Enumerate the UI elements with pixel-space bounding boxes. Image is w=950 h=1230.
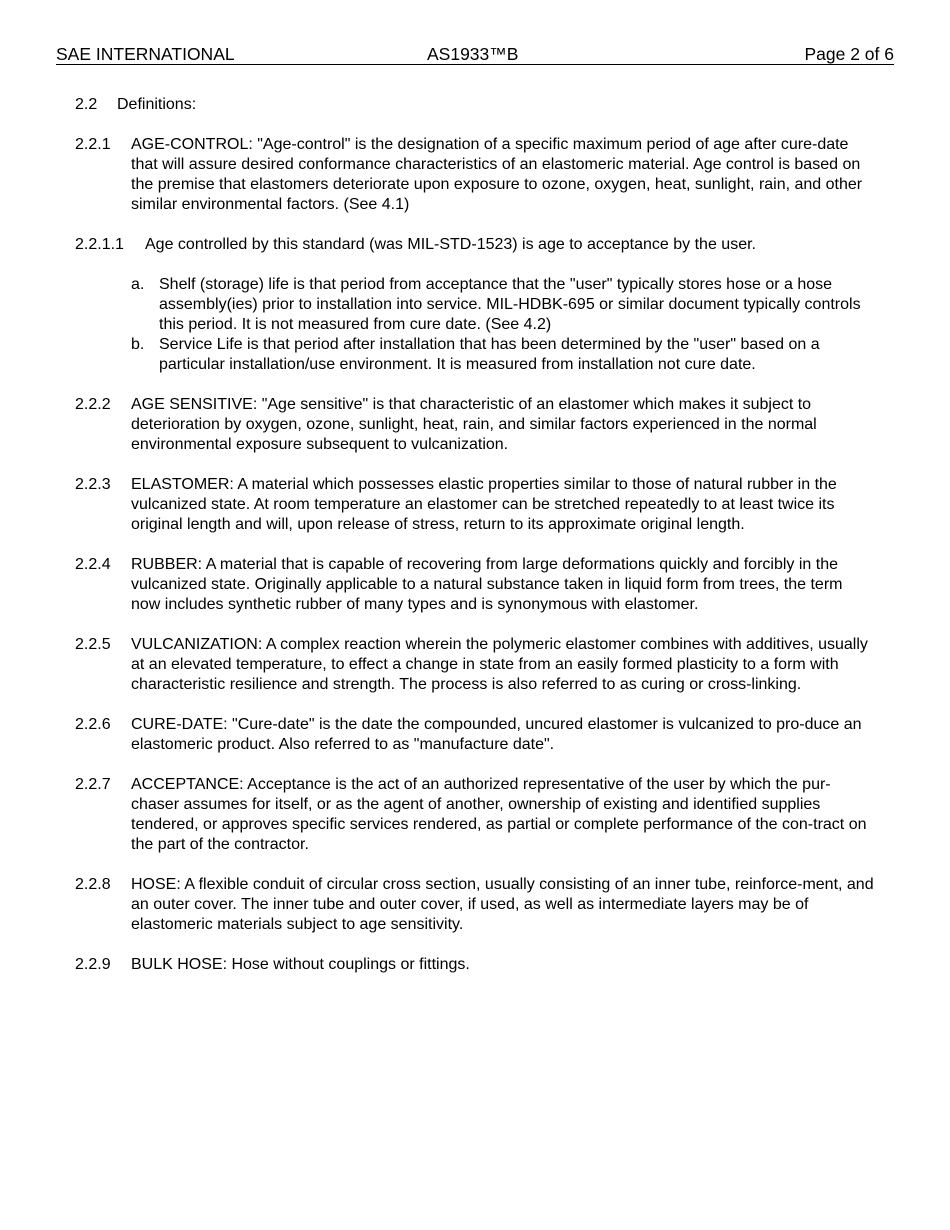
clause-number: 2.2.1.1 xyxy=(75,236,124,253)
clause-number: 2.2.5 xyxy=(75,636,111,653)
life-definitions-list xyxy=(131,275,875,375)
clause-2-2-5 xyxy=(75,635,875,695)
list-item xyxy=(131,335,875,375)
clause-number: 2.2.6 xyxy=(75,716,111,733)
clause-text: AGE SENSITIVE: "Age sensitive" is that characteristic of an elastomer which makes it subject to deterioration by oxygen, ozone, sunlight, heat, rain, and similar factors experienced in the normal environmental exposure subsequent to vulcanization. xyxy=(131,396,817,453)
clause-text: VULCANIZATION: A complex reaction wherein the polymeric elastomer combines with additives, usually at an elevated temperature, to effect a change in state from an easily formed plasticity to a form with characteristic resilience and strength. The process is also referred to as curing or cross-linking. xyxy=(131,636,868,693)
clause-text: CURE-DATE: "Cure-date" is the date the compounded, uncured elastomer is vulcanized to pro-duce an elastomeric product. Also referred to as "manufacture date". xyxy=(131,716,862,753)
clause-2-2-9 xyxy=(75,955,875,975)
clause-text: AGE-CONTROL: "Age-control" is the designation of a specific maximum period of age after cure-date that will assure desired conformance characteristics of an elastomeric material. Age control is based on the premise that elastomers deteriorate upon exposure to ozone, oxygen, heat, sunlight, rain, and other similar environmental factors. (See 4.1) xyxy=(131,136,863,213)
clause-2-2-1-1 xyxy=(75,235,875,255)
clause-2-2-2 xyxy=(75,395,875,455)
clause-text: RUBBER: A material that is capable of recovering from large deformations quickly and forcibly in the vulcanized state. Originally applicable to a natural substance taken in liquid form from trees, the term now includes synthetic rubber of many types and is synonymous with elastomer. xyxy=(131,556,843,613)
clause-number: 2.2.1 xyxy=(75,136,111,153)
list-item-text: Shelf (storage) life is that period from acceptance that the "user" typically stores hose or a hose assembly(ies) prior to installation into service. MIL-HDBK-695 or similar document typically controls this period. It is not measured from cure date. (See 4.2) xyxy=(159,276,861,333)
clause-2-2-3 xyxy=(75,475,875,535)
clause-2-2-1 xyxy=(75,135,875,215)
list-item xyxy=(131,275,875,335)
clause-number: 2.2.3 xyxy=(75,476,111,493)
clause-2-2-6 xyxy=(75,715,875,755)
clause-text: ACCEPTANCE: Acceptance is the act of an authorized representative of the user by which the pur-chaser assumes for itself, or as the agent of another, ownership of existing and identified supplies tendered, or approves specific services rendered, as partial or complete performance of the con-tract on the part of the contractor. xyxy=(131,776,867,853)
document-body xyxy=(75,95,875,975)
header-page-number: Page 2 of 6 xyxy=(804,44,894,64)
clause-number: 2.2.9 xyxy=(75,956,111,973)
clause-text: BULK HOSE: Hose without couplings or fittings. xyxy=(131,956,470,973)
clause-2-2-7 xyxy=(75,775,875,855)
page-header xyxy=(56,44,894,65)
clause-number: 2.2.7 xyxy=(75,776,111,793)
list-item-text: Service Life is that period after installation that has been determined by the "user" based on a particular installation/use environment. It is measured from installation not cure date. xyxy=(159,336,820,373)
section-title: Definitions: xyxy=(117,96,197,113)
clause-text: Age controlled by this standard (was MIL-STD-1523) is age to acceptance by the user. xyxy=(145,236,756,253)
section-2-2-heading xyxy=(75,95,875,115)
section-number: 2.2 xyxy=(75,96,98,113)
clause-number: 2.2.8 xyxy=(75,876,111,893)
clause-2-2-4 xyxy=(75,555,875,615)
header-document-number: AS1933™B xyxy=(427,44,519,64)
clause-number: 2.2.4 xyxy=(75,556,111,573)
clause-2-2-8 xyxy=(75,875,875,935)
header-organization: SAE INTERNATIONAL xyxy=(56,44,235,64)
clause-number: 2.2.2 xyxy=(75,396,111,413)
list-item-marker: b. xyxy=(131,336,145,353)
clause-text: ELASTOMER: A material which possesses elastic properties similar to those of natural rubber in the vulcanized state. At room temperature an elastomer can be stretched repeatedly to at least twice its original length and will, upon release of stress, return to its approximate original length. xyxy=(131,476,837,533)
clause-text: HOSE: A flexible conduit of circular cross section, usually consisting of an inner tube, reinforce-ment, and an outer cover. The inner tube and outer cover, if used, as well as intermediate layers may be of elastomeric materials subject to age sensitivity. xyxy=(131,876,874,933)
list-item-marker: a. xyxy=(131,276,145,293)
